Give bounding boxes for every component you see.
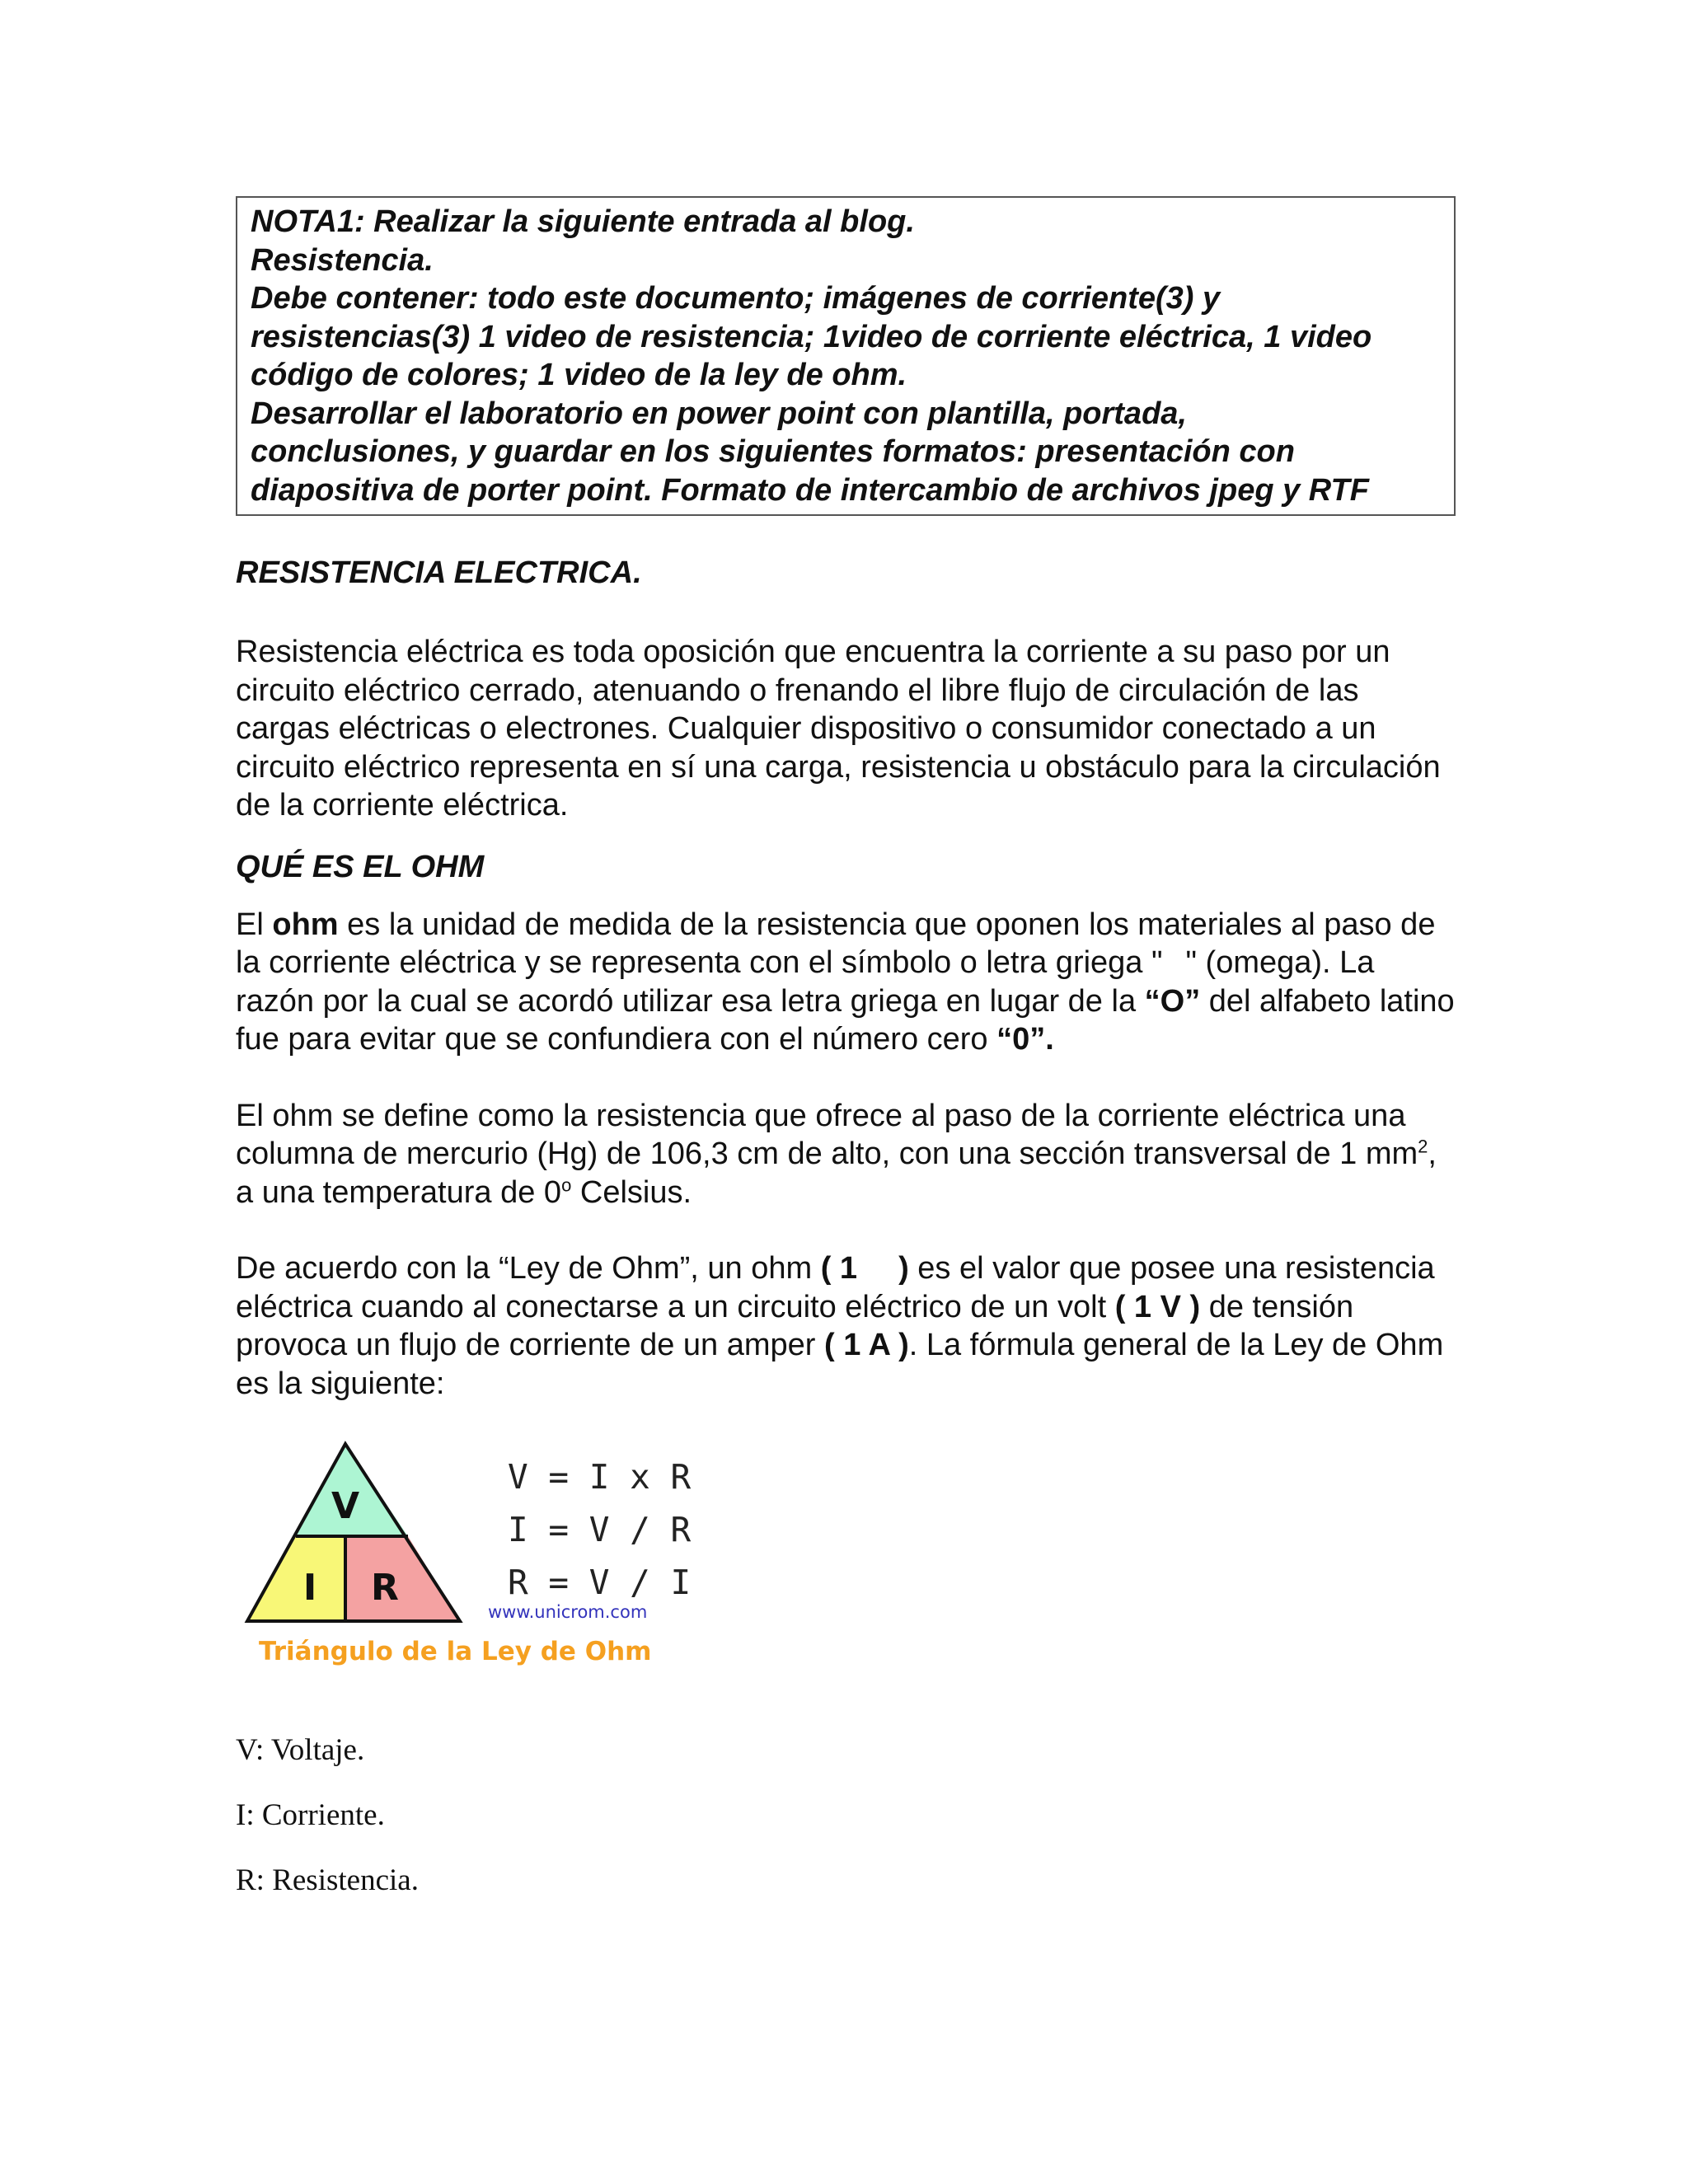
note-line: diapositiva de porter point. Formato de intercambio de archivos jpeg y RTF	[251, 472, 1369, 508]
note-line: Desarrollar el laboratorio en power point con plantilla, portada,	[251, 396, 1187, 431]
text: El ohm se define como la resistencia que ofrece al paso de la corriente eléctrica una columna de mercurio (Hg) de 106,3 cm de alto, con una sección transversal de 1 mm	[236, 1098, 1418, 1171]
triangle-letter-v: V	[331, 1485, 360, 1527]
bold-close-paren: )	[898, 1251, 909, 1286]
definitions-list	[236, 1732, 1456, 1899]
note-line: resistencias(3) 1 video de resistencia; 1video de corriente eléctrica, 1 video	[251, 319, 1372, 354]
triangle-r-region	[345, 1536, 460, 1621]
paragraph-resistencia: Resistencia eléctrica es toda oposición que encuentra la corriente a su paso por un circuito eléctrico cerrado, atenuando o frenando el libre flujo de circulación de las cargas eléctricas o electrones. Cualquier dispositivo o consumidor conectado a un circuito eléctrico representa en sí una carga, resistencia u obstáculo para la circulación de la corriente eléctrica.	[236, 635, 1441, 823]
text: Celsius.	[571, 1174, 692, 1210]
source-site-label: www.unicrom.com	[488, 1602, 648, 1622]
text: del alfabeto latino fue para evitar que se confundiera con el número cero	[236, 983, 1455, 1057]
figure-caption: Triángulo de la Ley de Ohm	[259, 1637, 652, 1666]
ohm-triangle-diagram	[236, 1441, 697, 1688]
text: . La fórmula general de la Ley de Ohm es la siguiente:	[236, 1328, 1444, 1401]
triangle-letter-r: R	[371, 1567, 399, 1609]
ohm-law-figure	[236, 1441, 697, 1688]
triangle-letter-i: I	[302, 1567, 317, 1609]
bold-one: ( 1	[820, 1251, 858, 1286]
note-line: conclusiones, y guardar en los siguientes formatos: presentación con	[251, 434, 1295, 469]
paragraph-ohm-law	[236, 1249, 1456, 1403]
note-line: código de colores; 1 video de la ley de ohm.	[251, 358, 907, 392]
text: es el valor que posee una resistencia eléctrica cuando al conectarse a un circuito eléctrico de un volt	[236, 1251, 1435, 1324]
note-box	[236, 196, 1456, 516]
text: De acuerdo con la “Ley de Ohm”, un ohm	[236, 1251, 821, 1286]
text: El	[236, 907, 273, 942]
bold-one-volt: ( 1 V )	[1114, 1289, 1201, 1324]
text: de tensión provoca un flujo de corriente de un amper	[236, 1289, 1354, 1362]
note-line: Resistencia.	[251, 242, 434, 278]
section-heading-ohm: QUÉ ES EL OHM	[236, 849, 485, 884]
bold-zero: “0”.	[996, 1022, 1054, 1057]
bold-ohm: ohm	[272, 907, 339, 942]
formula-v: V = I x R	[508, 1457, 692, 1497]
bold-one-amp: ( 1 A )	[823, 1328, 909, 1362]
formula-r: R = V / I	[508, 1563, 692, 1602]
document-page	[236, 196, 1456, 1899]
formula-i: I = V / R	[508, 1510, 692, 1549]
bold-letter-o: “O”	[1144, 983, 1201, 1019]
definition-voltage: V: Voltaje.	[236, 1733, 365, 1767]
superscript-2: 2	[1418, 1136, 1428, 1157]
text: " (omega). La razón por la cual se acordó utilizar esa letra griega en lugar de la	[236, 945, 1375, 1019]
section-heading-resistencia: RESISTENCIA ELECTRICA.	[236, 555, 642, 590]
note-line: NOTA1: Realizar la siguiente entrada al blog.	[251, 204, 915, 239]
definition-resistance: R: Resistencia.	[236, 1863, 419, 1897]
superscript-degree: o	[561, 1174, 572, 1195]
paragraph-ohm-definition	[236, 906, 1456, 1059]
paragraph-ohm-mercury	[236, 1097, 1456, 1212]
text: , a una temperatura de 0	[236, 1137, 1437, 1210]
triangle-i-region	[247, 1536, 345, 1621]
text: es la unidad de medida de la resistencia que oponen los materiales al paso de la corriente eléctrica y se representa con el símbolo o letra griega "	[236, 907, 1436, 980]
note-line: Debe contener: todo este documento; imágenes de corriente(3) y	[251, 281, 1221, 316]
definition-current: I: Corriente.	[236, 1798, 385, 1832]
